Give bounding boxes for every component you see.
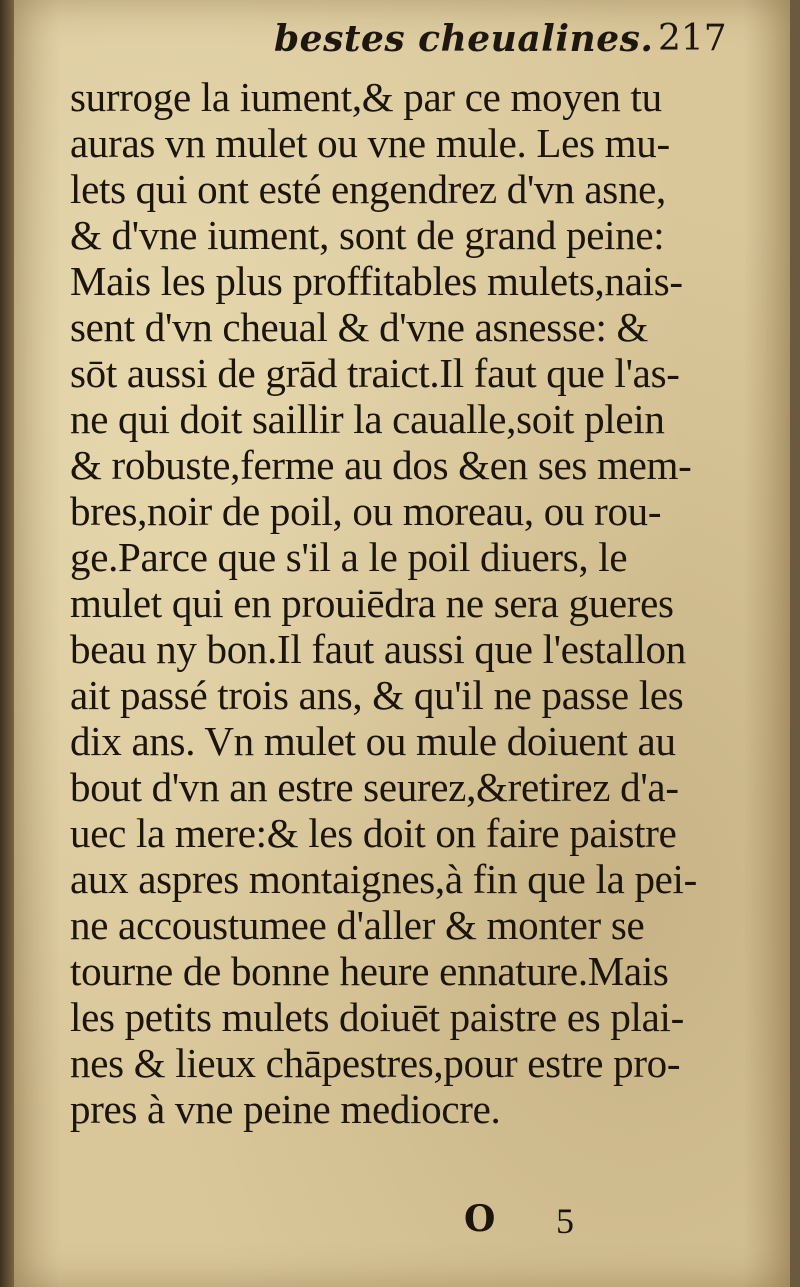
page-footer bbox=[464, 1198, 664, 1248]
text-line: beau ny bon.Il faut aussi que l'estallon bbox=[70, 626, 686, 672]
text-line: sent d'vn cheual & d'vne asnesse: & bbox=[70, 304, 649, 350]
text-line: sōt aussi de grād traict.Il faut que l'as- bbox=[70, 350, 680, 396]
running-head: bestes cheualines. bbox=[274, 18, 654, 60]
text-line: ait passé trois ans, & qu'il ne passe les bbox=[70, 672, 684, 718]
text-line: auras vn mulet ou vne mule. Les mu- bbox=[70, 120, 670, 166]
text-line: aux aspres montaignes,à fin que la pei- bbox=[70, 856, 698, 902]
text-line: uec la mere:& les doit on faire paistre bbox=[70, 810, 677, 856]
text-line: dix ans. Vn mulet ou mule doiuent au bbox=[70, 718, 676, 764]
page-header bbox=[54, 12, 754, 72]
body-text bbox=[70, 74, 780, 1132]
signature-number: 5 bbox=[556, 1201, 574, 1241]
text-line: ne accoustumee d'aller & monter se bbox=[70, 902, 645, 948]
text-line: ne qui doit saillir la caualle,soit plein bbox=[70, 396, 665, 442]
text-line: nes & lieux chāpestres,pour estre pro- bbox=[70, 1040, 681, 1086]
text-line: & d'vne iument, sont de grand peine: bbox=[70, 212, 665, 258]
page-number: 217 bbox=[658, 18, 727, 59]
text-line: les petits mulets doiuēt paistre es plai- bbox=[70, 994, 684, 1040]
text-line: Mais les plus proffitables mulets,nais- bbox=[70, 258, 683, 304]
text-line: lets qui ont esté engendrez d'vn asne, bbox=[70, 166, 666, 212]
text-line: bres,noir de poil, ou moreau, ou rou- bbox=[70, 488, 662, 534]
text-line: & robuste,ferme au dos &en ses mem- bbox=[70, 442, 692, 488]
text-line: pres à vne peine mediocre. bbox=[70, 1086, 501, 1132]
signature-mark: O bbox=[464, 1198, 496, 1240]
text-line: bout d'vn an estre seurez,&retirez d'a- bbox=[70, 764, 679, 810]
text-line: tourne de bonne heure ennature.Mais bbox=[70, 948, 669, 994]
text-line: mulet qui en prouiēdra ne sera gueres bbox=[70, 580, 674, 626]
book-page bbox=[14, 0, 790, 1287]
text-line: surroge la iument,& par ce moyen tu bbox=[70, 74, 662, 120]
text-line: ge.Parce que s'il a le poil diuers, le bbox=[70, 534, 628, 580]
binding-edge bbox=[0, 0, 14, 1287]
